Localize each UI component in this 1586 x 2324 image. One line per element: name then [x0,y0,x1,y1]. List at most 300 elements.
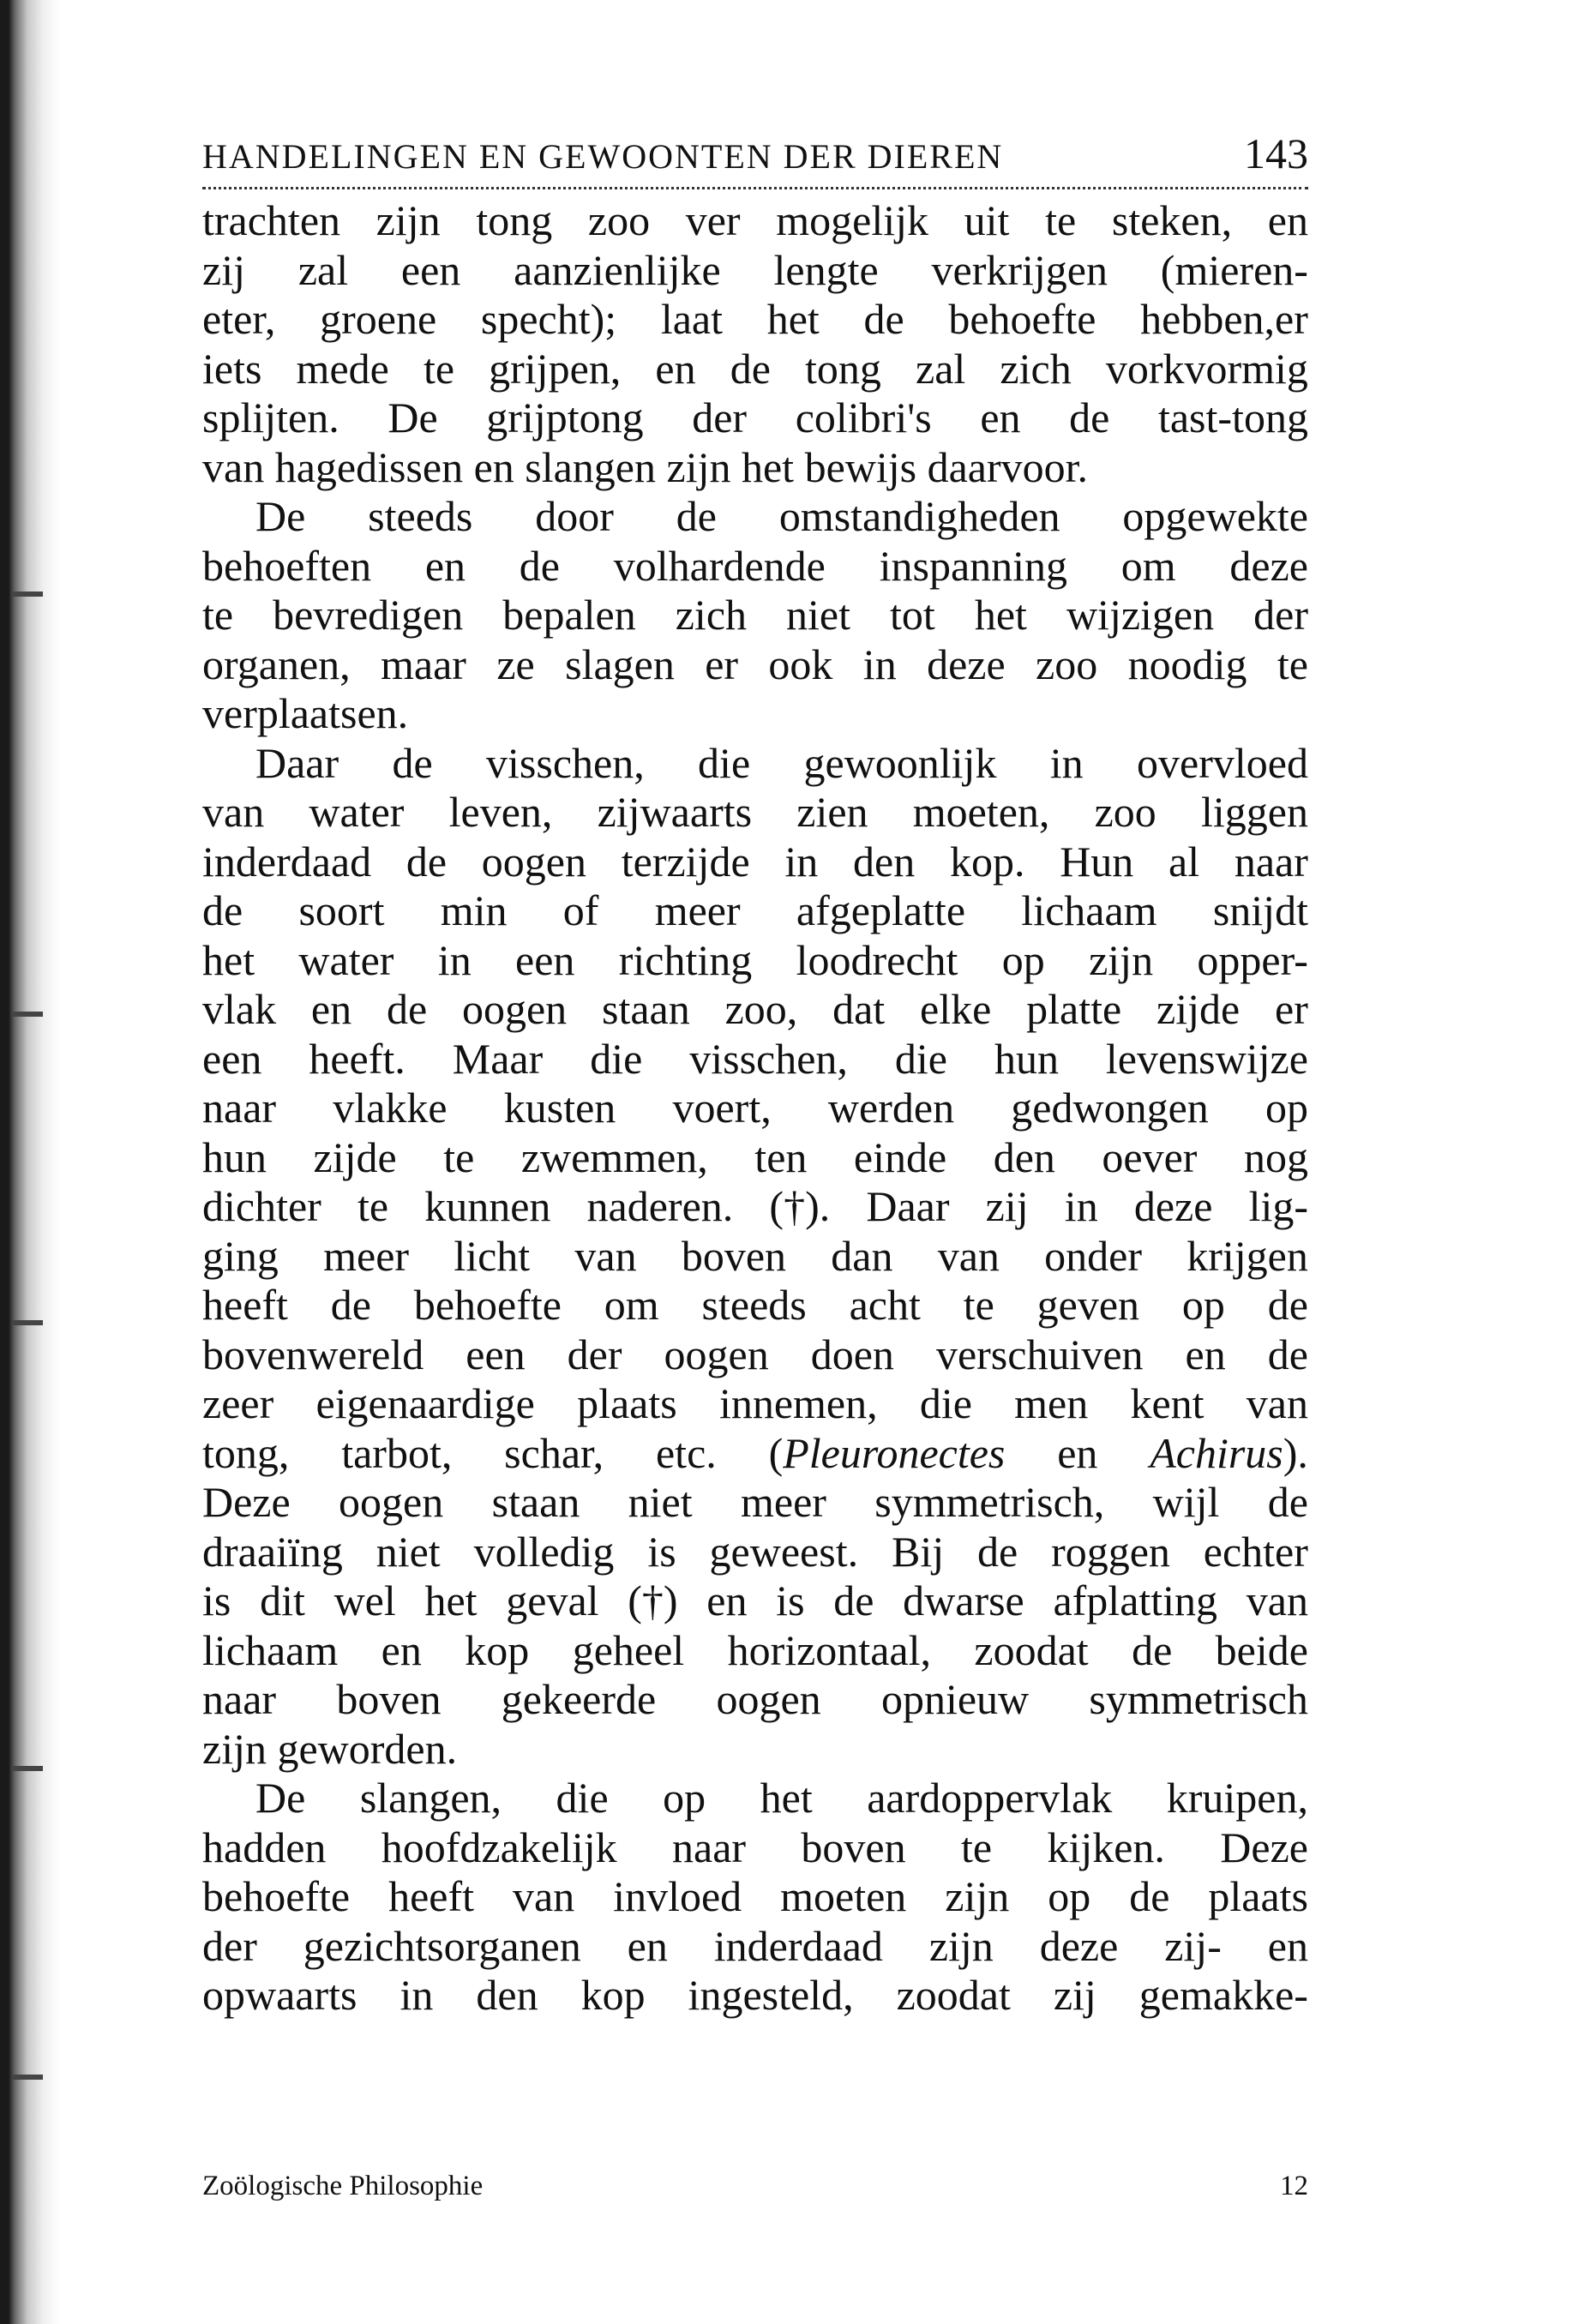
word: specht); [480,295,617,343]
word: loodrecht [796,935,958,984]
word: werden [827,1084,955,1132]
word: kunnen [424,1182,551,1230]
word: inspanning [879,541,1068,590]
text-line [202,492,1308,542]
word: en [424,541,466,590]
word: er [1275,985,1308,1033]
word: van [937,1231,1000,1280]
word: de [1132,1625,1173,1674]
word: behoefte [413,1281,562,1329]
word: zich [675,591,748,639]
word: volhardende [613,541,826,590]
word: de [833,1576,874,1624]
word: symmetrisch [1089,1675,1308,1723]
word: tot [890,591,935,639]
word: een [400,245,461,294]
word: richting [618,935,753,984]
word: zal [297,245,349,294]
word: hun [994,1034,1059,1083]
word: de [1267,1281,1308,1329]
word: den [993,1132,1055,1181]
word: de [202,886,243,934]
word: grijptong [486,393,644,441]
word: eigenaardige [315,1379,535,1427]
word: slangen, [359,1774,502,1822]
book-page [202,129,1308,2021]
word: (Pleuronectes [768,1428,1006,1477]
word: Bij [891,1527,945,1576]
word: te [960,1823,993,1871]
word: meer [740,1478,826,1526]
word: kusten [503,1084,616,1132]
word: op [1181,1281,1225,1329]
word: en [980,393,1021,441]
word: De [255,492,306,540]
word: inderdaad [202,837,372,886]
word: oogen [481,837,586,886]
text-line [202,1281,1308,1330]
word: en [1057,1428,1098,1477]
word: van [513,1872,575,1920]
word: tong [805,344,881,393]
word: is [647,1527,676,1576]
word: en [381,1625,422,1674]
word: te [443,1132,475,1181]
text-line [202,640,1308,690]
word: meer [323,1231,410,1280]
word: iets [202,344,262,393]
word: steeds [368,492,473,540]
word: de [1267,1330,1308,1378]
word: zij [1053,1971,1096,2019]
word: zij- [1164,1921,1222,1970]
text-line [202,1182,1308,1232]
spine-mark [12,1012,43,1017]
word: einde [853,1132,947,1181]
word: en [1267,196,1308,244]
word: eter, [202,295,276,343]
word: zwemmen, [520,1132,708,1181]
word: in [1064,1182,1098,1230]
word: hoofdzakelijk [381,1823,617,1871]
word: trachten [202,196,341,244]
word: zal [916,344,966,393]
text-line [202,1379,1308,1429]
word: maar [381,640,466,688]
word: een [202,1034,262,1083]
word: verkrijgen [931,245,1108,294]
text-line [202,838,1308,887]
signature-mark: 12 [1280,2171,1308,2201]
word: volledig [473,1527,615,1576]
word: die [590,1034,643,1083]
word: platte [1026,985,1122,1033]
word: noodig [1127,640,1247,688]
text-line [202,1232,1308,1282]
word: ten [754,1132,808,1181]
word: wijl [1152,1478,1220,1526]
word: water [298,935,394,984]
word: geweest. [709,1527,859,1576]
text-line [202,196,1308,246]
word: lichaam [202,1625,339,1674]
text-line [202,345,1308,394]
word: moeten [780,1872,907,1920]
book-spine-shadow [0,0,60,2324]
word: zij [202,245,245,294]
word: de [1129,1872,1170,1920]
word: staan [491,1478,580,1526]
word: deze [1039,1921,1119,1970]
text-line [202,1133,1308,1183]
word: en [655,344,696,393]
word: is [202,1576,231,1624]
word: bovenwereld [202,1330,424,1378]
word: kop [580,1971,646,2019]
word: oogen [716,1675,821,1723]
word: tast-tong [1157,393,1308,441]
word: ver [685,196,741,244]
word: licht [454,1231,531,1280]
word: Maar [452,1034,544,1083]
word: een [515,935,575,984]
word: wel [333,1576,396,1624]
word: onder [1044,1231,1143,1280]
word: nog [1243,1132,1308,1181]
text-line [202,788,1308,838]
word: Deze [1220,1823,1308,1871]
word: hun [202,1132,267,1181]
text-line [202,1971,1308,2021]
word: heeft [388,1872,475,1920]
word: steeds [701,1281,807,1329]
word: te [1277,640,1308,688]
word: en [1267,1921,1308,1970]
word: de [1267,1478,1308,1526]
word: uit [964,196,1010,244]
text-line [202,886,1308,936]
word: het [424,1576,478,1624]
word: kop. [949,837,1025,886]
word: leven, [448,788,553,836]
word: zijde [1156,985,1241,1033]
word: slagen [565,640,675,688]
word: innemen, [718,1379,878,1427]
text-line [202,1478,1308,1528]
word: invloed [613,1872,742,1920]
word: het [766,295,820,343]
word: dwarse [903,1576,1024,1624]
text-line [202,1675,1308,1725]
word: in [400,1971,434,2019]
word: van [1246,1576,1308,1624]
word: naar [1234,837,1308,886]
text-line [202,246,1308,296]
word: ging [202,1231,279,1280]
word: liggen [1200,788,1308,836]
word: die [698,738,751,787]
word: plaats [577,1379,677,1427]
word: naderen. [586,1182,734,1230]
word: opgewekte [1122,492,1308,540]
word: afgeplatte [796,886,966,934]
word: omstandigheden [778,492,1060,540]
word: boven [336,1675,442,1723]
word: hadden [202,1823,327,1871]
word: te [423,344,455,393]
word: opper- [1197,935,1308,984]
word: die [556,1774,609,1822]
word: den [853,837,916,886]
word: aanzienlijke [514,245,721,294]
word: beide [1215,1625,1308,1674]
word: geval [506,1576,599,1624]
word: de [976,1527,1018,1576]
page-number: 143 [1244,129,1308,177]
word: de [730,344,771,393]
spine-mark [12,592,43,597]
word: organen, [202,640,351,688]
word: kop [465,1625,530,1674]
word: geheel [572,1625,685,1674]
word: De [387,393,438,441]
word: opnieuw [880,1675,1030,1723]
spine-mark [12,1320,43,1325]
word: Daar [866,1182,950,1230]
word: der [1253,591,1308,639]
word: gemakke- [1138,1971,1308,2019]
word: niet [375,1527,441,1576]
word: de [392,738,433,787]
word: het [760,1774,813,1822]
word: horizontaal, [727,1625,931,1674]
word: die [894,1034,947,1083]
word: den [476,1971,538,2019]
text-line [202,542,1308,592]
word: zijde [313,1132,397,1181]
text-line [202,936,1308,986]
word: men [1014,1379,1089,1427]
word: of [562,886,599,934]
word: vlakke [333,1084,448,1132]
text-line: zijn geworden. [202,1724,458,1773]
word: zoo, [724,985,798,1033]
word: in [862,640,897,688]
text-line [202,1626,1308,1676]
text-line [202,739,1308,789]
word: wijzigen [1066,591,1215,639]
word: hebben,er [1140,295,1308,343]
word: behoefte [202,1872,351,1920]
word: de [386,985,428,1033]
word: niet [628,1478,693,1526]
text-line [202,1774,1308,1823]
word: zij [985,1182,1029,1230]
text-line: van hagedissen en slangen zijn het bewijs daarvoor. [202,442,1089,491]
word: is [776,1576,805,1624]
word: roggen [1051,1527,1170,1576]
word: op [663,1774,706,1822]
word: overvloed [1137,738,1308,787]
word: splijten. [202,393,339,441]
word: en [1185,1330,1226,1378]
spine-mark [12,2075,43,2080]
word: kent [1130,1379,1205,1427]
word: zijn [945,1872,1010,1920]
word: deze [1133,1182,1213,1230]
word: boven [681,1231,787,1280]
word: krijgen [1186,1231,1308,1280]
word: die [919,1379,972,1427]
page-footer [202,2171,1308,2202]
word: lig- [1248,1182,1308,1230]
word: op [1048,1872,1091,1920]
word: ze [496,640,535,688]
word: doen [810,1330,894,1378]
word: al [1168,837,1200,886]
text-line [202,1084,1308,1133]
word: groene [320,295,437,343]
word: zeer [202,1379,274,1427]
word: niet [786,591,851,639]
word: colibri's [795,393,932,441]
word: naar [672,1823,747,1871]
word: de [519,541,560,590]
word: Daar [255,738,339,787]
word: symmetrisch, [874,1478,1105,1526]
word: dan [831,1231,893,1280]
word: behoeften [202,541,372,590]
word: visschen, [689,1034,848,1083]
word: in [437,935,472,984]
word: De [255,1774,306,1822]
text-line [202,1528,1308,1577]
text-line [202,1922,1308,1972]
word: dit [260,1576,305,1624]
word: aardoppervlak [867,1774,1113,1822]
word: mede [296,344,389,393]
text-line [202,985,1308,1035]
word: te [963,1281,994,1329]
word: der [567,1330,622,1378]
word: draaiïng [202,1527,343,1576]
word: het [974,591,1027,639]
word: oogen [664,1330,769,1378]
word: zoodat [896,1971,1011,2019]
word: gedwongen [1011,1084,1209,1132]
word: visschen, [486,738,645,787]
word: zoo [587,196,651,244]
text-line [202,1872,1308,1922]
word: voert, [672,1084,772,1132]
word: en [310,985,352,1033]
word: gezichtsorganen [303,1921,581,1970]
word: oever [1102,1132,1198,1181]
word: op [1265,1084,1308,1132]
word: zijn [928,1921,994,1970]
word: gekeerde [501,1675,657,1723]
word: deze [927,640,1006,688]
word: levenswijze [1105,1034,1308,1083]
word: schar, [504,1428,604,1477]
word: door [535,492,614,540]
word: afplatting [1053,1576,1218,1624]
word: om [1120,541,1176,590]
word: zoodat [974,1625,1089,1674]
text-line [202,1823,1308,1873]
word: lichaam [1021,886,1157,934]
word: min [440,886,508,934]
word: naar [202,1084,277,1132]
word: mogelijk [776,196,928,244]
word: op [1001,935,1045,984]
word: bepalen [502,591,636,639]
word: terzijde [621,837,750,886]
word: (†). [769,1182,831,1230]
word: (mieren- [1160,245,1308,294]
word: Hun [1060,837,1134,886]
word: vlak [202,985,277,1033]
word: dichter [202,1182,321,1230]
text-line [202,1035,1308,1084]
word: boven [801,1823,906,1871]
word: zijn [1089,935,1154,984]
word: zijwaarts [597,788,753,836]
word: etc. [655,1428,717,1477]
text-line [202,295,1308,345]
word: het [202,935,255,984]
book-title: Zoölogische Philosophie [202,2171,484,2201]
word: heeft. [309,1034,406,1083]
word: de [676,492,717,540]
word: laat [660,295,723,343]
word: Deze [202,1478,291,1526]
text-line [202,591,1308,640]
word: te [1045,196,1077,244]
text-line [202,1330,1308,1380]
word: water [309,788,405,836]
word: der [202,1921,257,1970]
word: zoo [1036,640,1098,688]
word: en [627,1921,668,1970]
running-head [202,129,1308,189]
word: vorkvormig [1105,344,1308,393]
word: behoefte [948,295,1096,343]
word: grijpen, [489,344,622,393]
word: ook [768,640,833,688]
word: van [574,1231,637,1280]
word: inderdaad [713,1921,883,1970]
word: moeten, [912,788,1050,836]
word: en [706,1576,748,1624]
word: te [202,591,234,639]
running-head-title: HANDELINGEN EN GEWOONTEN DER DIEREN [202,137,1004,176]
word: van [202,788,265,836]
word: in [784,837,819,886]
word: deze [1229,541,1308,590]
word: snijdt [1212,886,1308,934]
word: tong [476,196,553,244]
word: elke [920,985,992,1033]
spine-mark [12,1766,43,1771]
word: een [466,1330,526,1378]
word: naar [202,1675,277,1723]
word: (†) [628,1576,678,1624]
word: soort [298,886,385,934]
word: de [1069,393,1110,441]
word: tarbot, [341,1428,453,1477]
word: gewoonlijk [803,738,997,787]
